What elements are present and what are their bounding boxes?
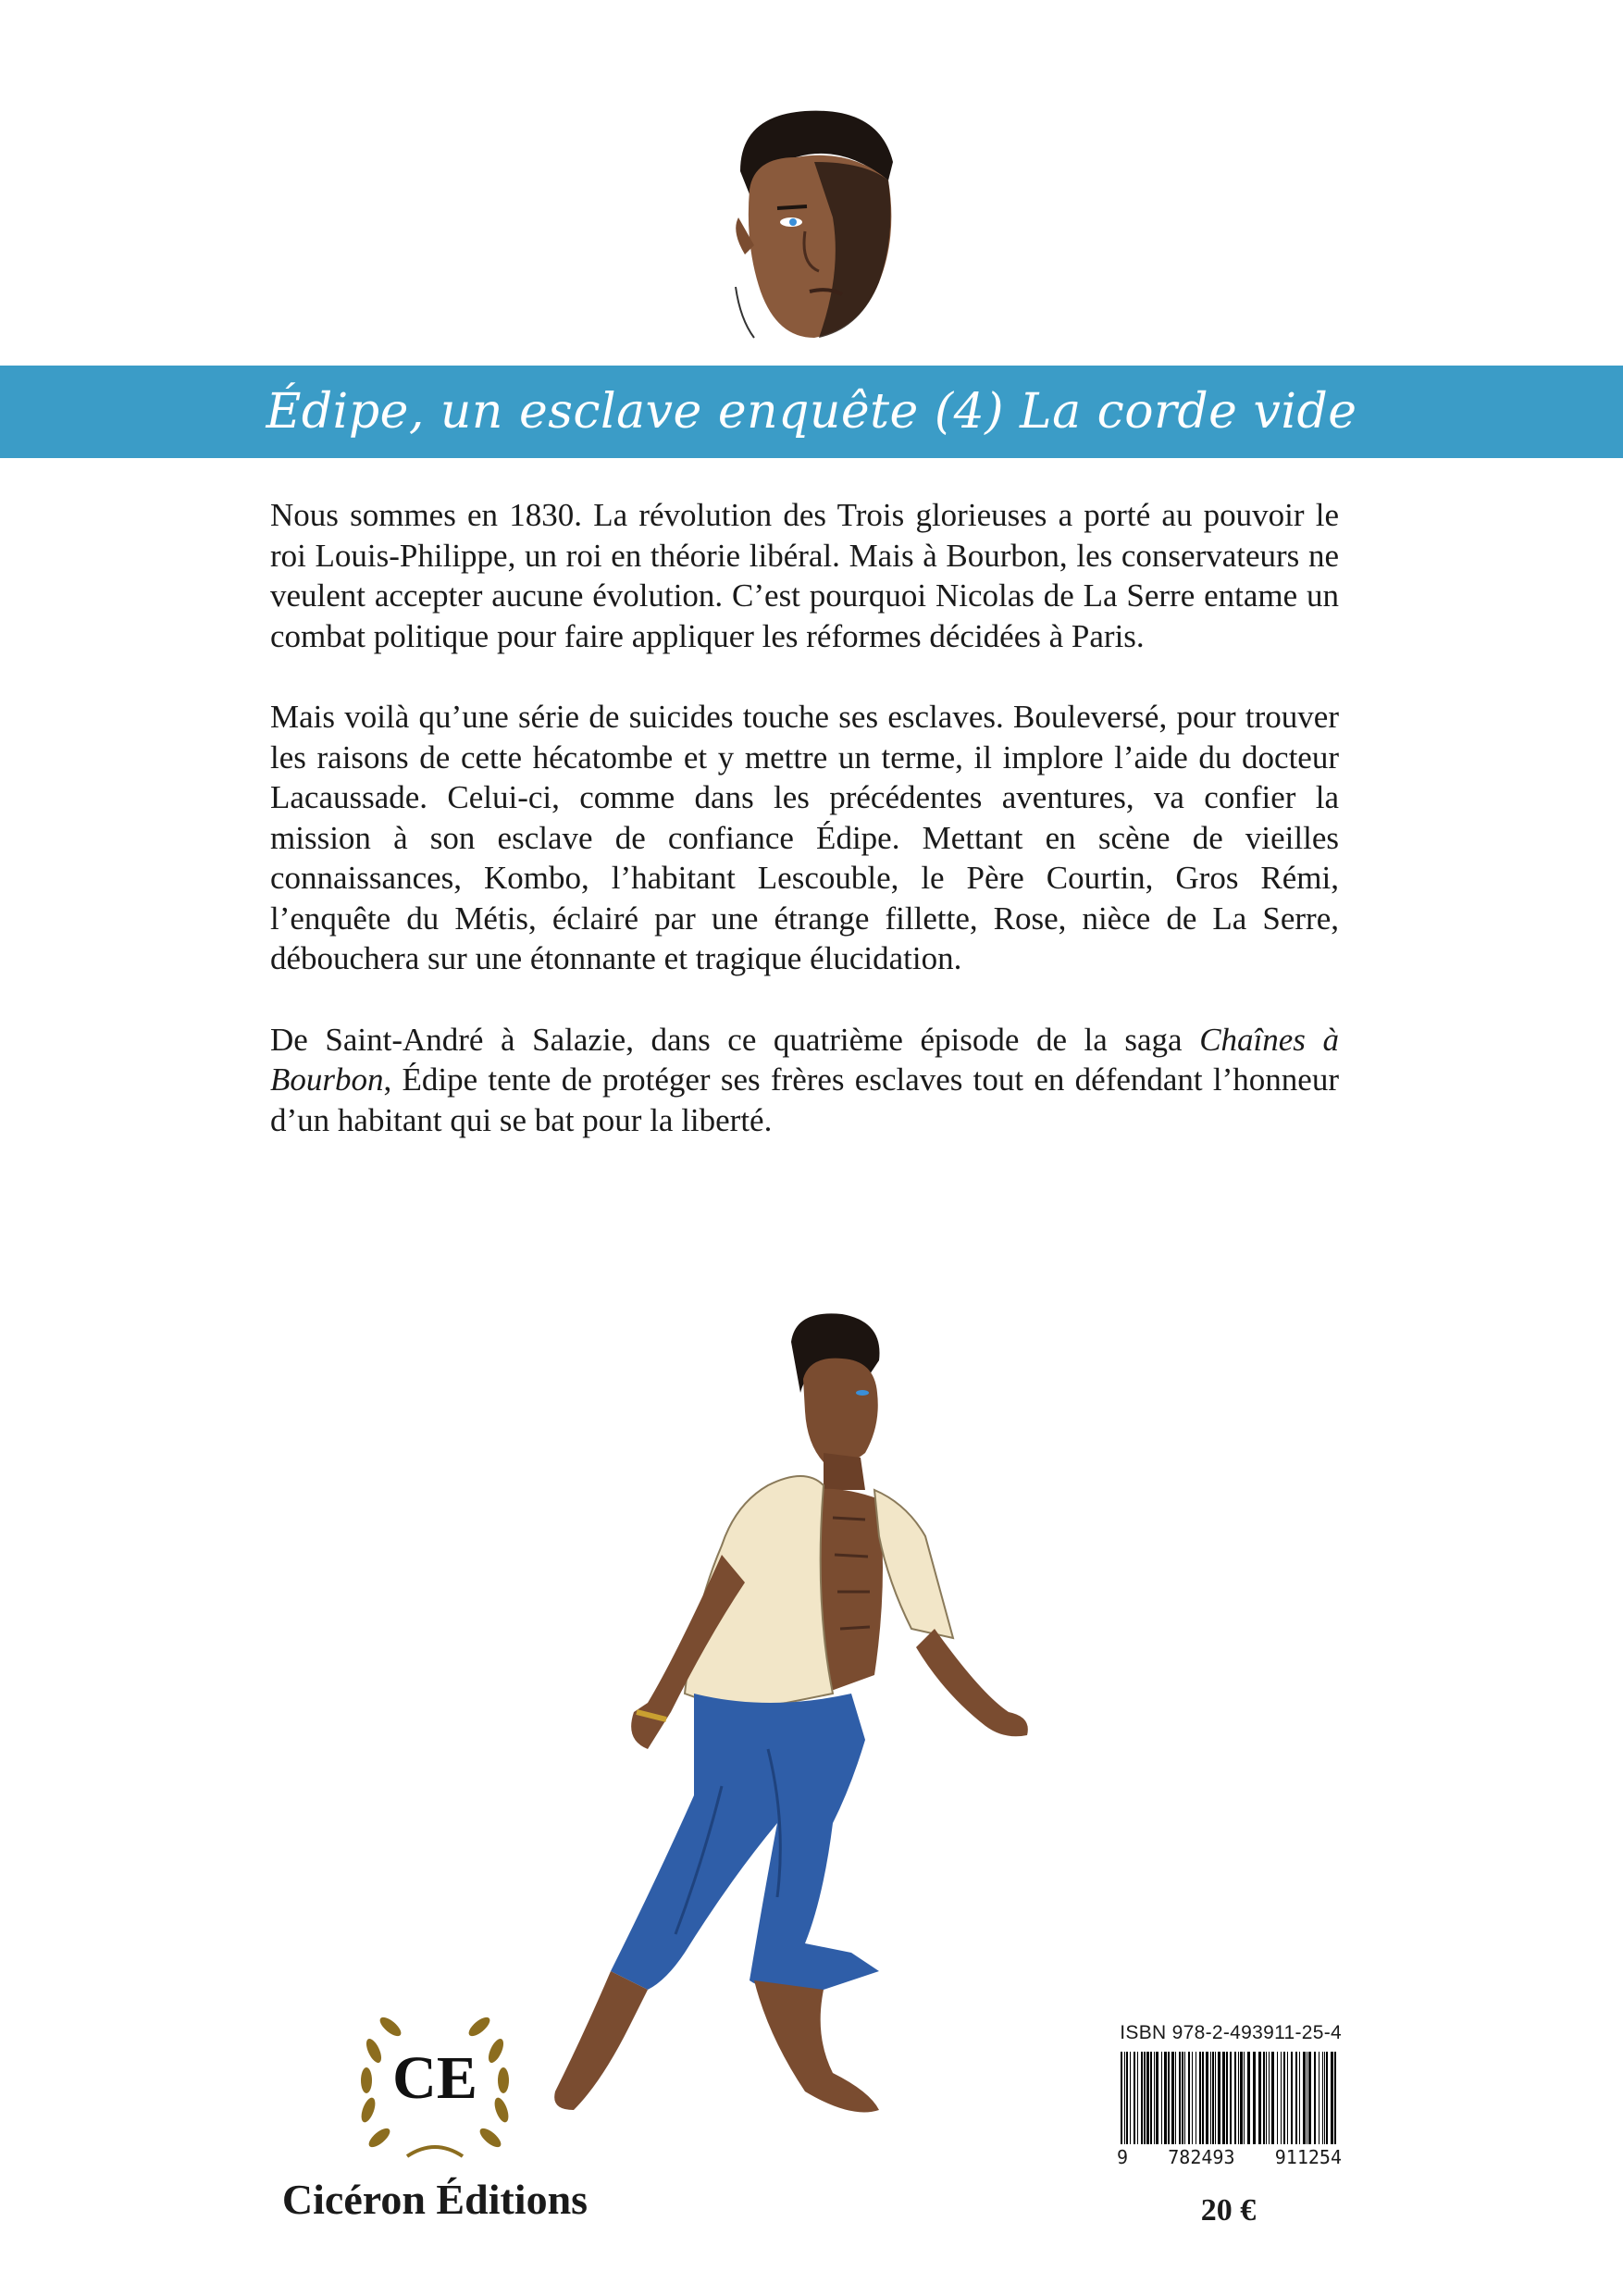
barcode-bar	[1240, 2052, 1243, 2144]
isbn-label: ISBN 978-2-493911-25-4	[1120, 2022, 1342, 2043]
barcode-bar	[1263, 2052, 1265, 2144]
barcode-bar	[1154, 2052, 1155, 2144]
barcode-bar	[1287, 2052, 1288, 2144]
barcode-bar	[1281, 2052, 1282, 2144]
book-title: Édipe, un esclave enquête (4) La corde vide	[266, 384, 1357, 440]
barcode-bar	[1314, 2052, 1316, 2144]
barcode-bar	[1334, 2052, 1336, 2144]
barcode-bar	[1210, 2052, 1211, 2144]
barcode-bar	[1295, 2052, 1297, 2144]
barcode-bar	[1182, 2052, 1183, 2144]
barcode-bar	[1137, 2052, 1138, 2144]
price: 20 €	[1200, 2193, 1257, 2228]
isbn-barcode	[1115, 2022, 1342, 2168]
barcode-bar	[1238, 2052, 1239, 2144]
barcode-bar	[1126, 2052, 1128, 2144]
barcode-digit-group: 911254	[1274, 2146, 1342, 2168]
blurb-paragraph-3-end: , Édipe tente de protéger ses frères esclaves tout en défendant l’honneur d’un habitant qui se bat pour la liberté.	[270, 1061, 1339, 1138]
barcode-bar	[1218, 2052, 1220, 2144]
barcode-bar	[1266, 2052, 1267, 2144]
barcode-bar	[1324, 2052, 1325, 2144]
barcode-bar	[1184, 2052, 1185, 2144]
barcode-bar	[1134, 2052, 1135, 2144]
barcode-bar	[1277, 2052, 1278, 2144]
barcode-bar	[1271, 2052, 1274, 2144]
blurb-paragraph-1: Nous sommes en 1830. La révolution des Trois glorieuses a porté au pouvoir le roi Louis-Philippe, un roi en théorie libéral. Mais à Bourbon, les conservateurs ne veulent accepter aucune évolution. C’est pourquoi Nicolas de La Serre entame un combat politique pour faire appliquer les réformes décidées à Paris.	[270, 497, 1339, 654]
barcode-bar	[1322, 2052, 1323, 2144]
barcode-bar	[1308, 2052, 1311, 2144]
barcode-bar	[1130, 2052, 1131, 2144]
barcode-bar	[1199, 2052, 1201, 2144]
barcode-bar	[1121, 2052, 1122, 2144]
blurb-paragraph-2: Mais voilà qu’une série de suicides touche ses esclaves. Bouleversé, pour trouver les raisons de cette hécatombe et y mettre un terme, il implore l’aide du docteur Lacaussade. Celui-ci, comme dans les précédentes aventures, va confier la mission à son esclave de confiance Édipe. Mettant en scène de vieilles connaissances, Kombo, l’habitant Lescouble, le Père Courtin, Gros Rémi, l’enquête du Métis, éclairé par une étrange fillette, Rose, nièce de La Serre, débouchera sur une étonnante et tragique élucidation.	[270, 699, 1339, 976]
barcode-bar	[1124, 2052, 1125, 2144]
barcode-bar	[1146, 2052, 1149, 2144]
walking-man-illustration	[546, 1305, 1064, 2156]
barcode-bar	[1253, 2052, 1256, 2144]
barcode-bar	[1144, 2052, 1146, 2144]
barcode-bar	[1234, 2052, 1236, 2144]
barcode-digit-group: 9	[1117, 2146, 1129, 2168]
barcode-bar	[1244, 2052, 1245, 2144]
barcode-digits	[1115, 2146, 1342, 2168]
barcode-bar	[1206, 2052, 1208, 2144]
barcode-bar	[1247, 2052, 1250, 2144]
barcode-bar	[1171, 2052, 1174, 2144]
barcode-bar	[1283, 2052, 1285, 2144]
barcode-bar	[1291, 2052, 1293, 2144]
barcode-digit-group: 782493	[1168, 2146, 1235, 2168]
barcode-bar	[1331, 2052, 1333, 2144]
barcode-bar	[1164, 2052, 1167, 2144]
barcode-bar	[1212, 2052, 1214, 2144]
barcode-bar	[1326, 2052, 1328, 2144]
blurb-paragraph-3-start: De Saint-André à Salazie, dans ce quatrième épisode de la saga	[270, 1021, 1200, 1058]
portrait-illustration	[703, 106, 925, 347]
barcode-bar	[1192, 2052, 1193, 2144]
publisher-name: Cicéron Éditions	[281, 2176, 588, 2223]
barcode-bar	[1222, 2052, 1225, 2144]
barcode-bar	[1168, 2052, 1170, 2144]
barcode-bar	[1258, 2052, 1261, 2144]
barcode-bar	[1188, 2052, 1190, 2144]
barcode-bar	[1303, 2052, 1306, 2144]
publisher-logo	[259, 1999, 611, 2240]
barcode-bar	[1202, 2052, 1204, 2144]
blurb-paragraph-3	[270, 1020, 1339, 1141]
barcode-bar	[1175, 2052, 1176, 2144]
barcode-bar	[1161, 2052, 1162, 2144]
barcode-bar	[1269, 2052, 1270, 2144]
barcode-bar	[1156, 2052, 1158, 2144]
publisher-monogram: CE	[392, 2044, 477, 2112]
barcode-bar	[1215, 2052, 1216, 2144]
barcode-bar	[1226, 2052, 1228, 2144]
barcode-bar	[1299, 2052, 1300, 2144]
saga-title: Chaînes à Bourbon	[270, 1021, 1339, 1098]
barcode-bar	[1179, 2052, 1181, 2144]
barcode-bars	[1115, 2052, 1342, 2144]
barcode-bar	[1230, 2052, 1232, 2144]
barcode-bar	[1141, 2052, 1143, 2144]
back-cover-blurb	[270, 495, 1339, 1181]
title-band	[0, 366, 1623, 458]
barcode-bar	[1150, 2052, 1152, 2144]
